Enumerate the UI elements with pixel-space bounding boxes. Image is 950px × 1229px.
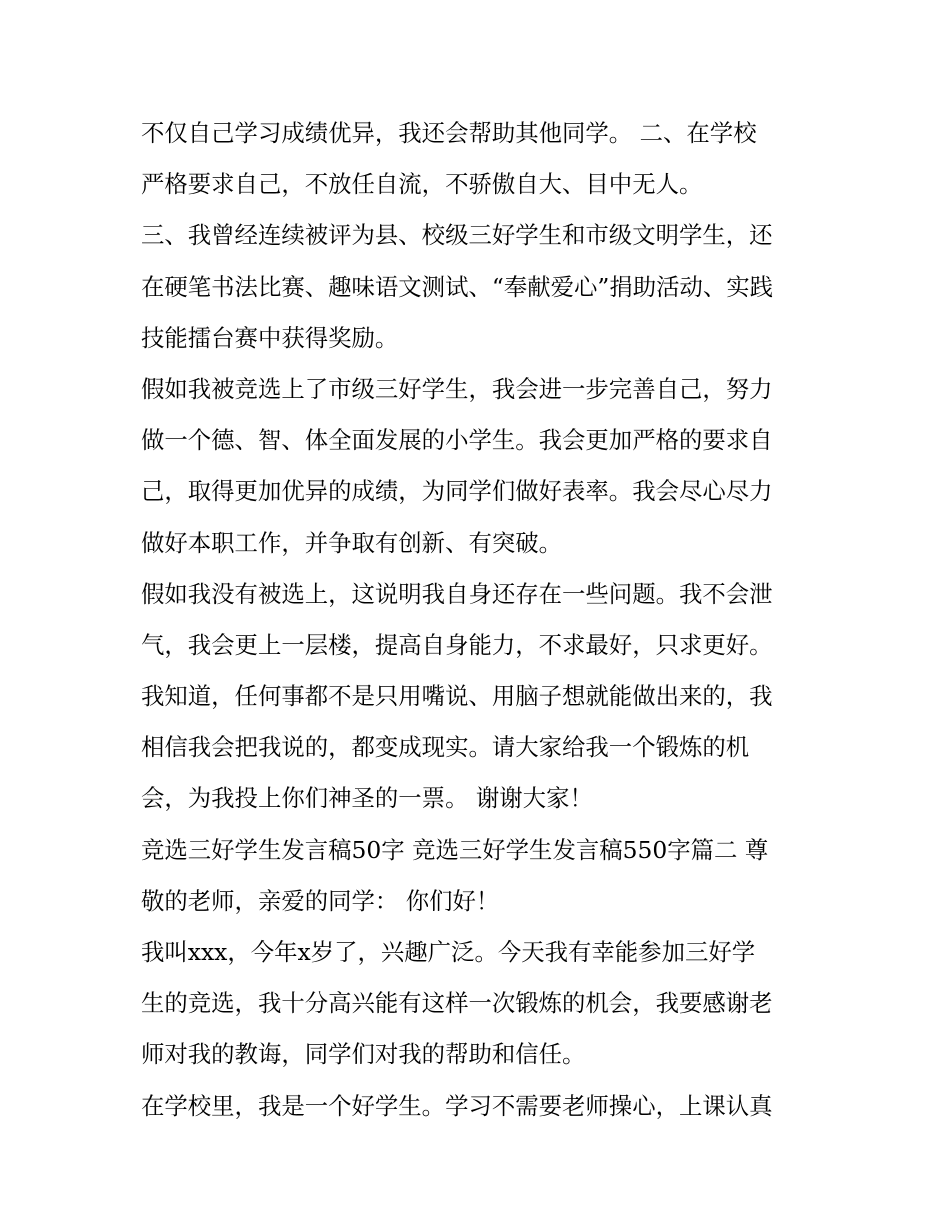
text-line: 竞选三好学生发言稿50字 竞选三好学生发言稿550字篇二 尊 <box>141 835 769 864</box>
text-line: 在硬笔书法比赛、趣味语文测试、“奉献爱心”捐助活动、实践 <box>141 272 774 301</box>
text-line: 做一个德、智、体全面发展的小学生。我会更加严格的要求自 <box>141 426 773 455</box>
text-line: 师对我的教诲，同学们对我的帮助和信任。 <box>141 1040 586 1069</box>
text-line: 在学校里，我是一个好学生。学习不需要老师操心，上课认真 <box>141 1091 773 1120</box>
text-line: 相信我会把我说的，都变成现实。请大家给我一个锻炼的机 <box>141 733 750 762</box>
text-line: 会，为我投上你们神圣的一票。 谢谢大家！ <box>141 784 593 813</box>
text-line: 做好本职工作，并争取有创新、有突破。 <box>141 528 563 557</box>
text-line: 不仅自己学习成绩优异，我还会帮助其他同学。 二、在学校 <box>141 119 757 147</box>
text-line: 技能擂台赛中获得奖励。 <box>141 323 399 352</box>
text-line: 我叫xxx，今年x岁了，兴趣广泛。今天我有幸能参加三好学 <box>141 938 756 966</box>
text-line: 敬的老师，亲爱的同学： 你们好！ <box>141 886 500 915</box>
text-line: 气，我会更上一层楼，提高自身能力，不求最好，只求更好。 <box>141 630 773 659</box>
text-line: 己，取得更加优异的成绩，为同学们做好表率。我会尽心尽力 <box>141 477 773 506</box>
text-line: 假如我被竞选上了市级三好学生，我会进一步完善自己，努力 <box>141 374 773 403</box>
text-line: 严格要求自己，不放任自流，不骄傲自大、目中无人。 <box>141 170 703 199</box>
text-line: 假如我没有被选上，这说明我自身还存在一些问题。我不会泄 <box>141 579 773 608</box>
text-line: 生的竞选，我十分高兴能有这样一次锻炼的机会，我要感谢老 <box>141 989 773 1018</box>
document-body <box>141 108 821 1132</box>
text-line: 我知道，任何事都不是只用嘴说、用脑子想就能做出来的，我 <box>141 682 773 711</box>
text-line: 三、我曾经连续被评为县、校级三好学生和市级文明学生，还 <box>141 221 773 250</box>
